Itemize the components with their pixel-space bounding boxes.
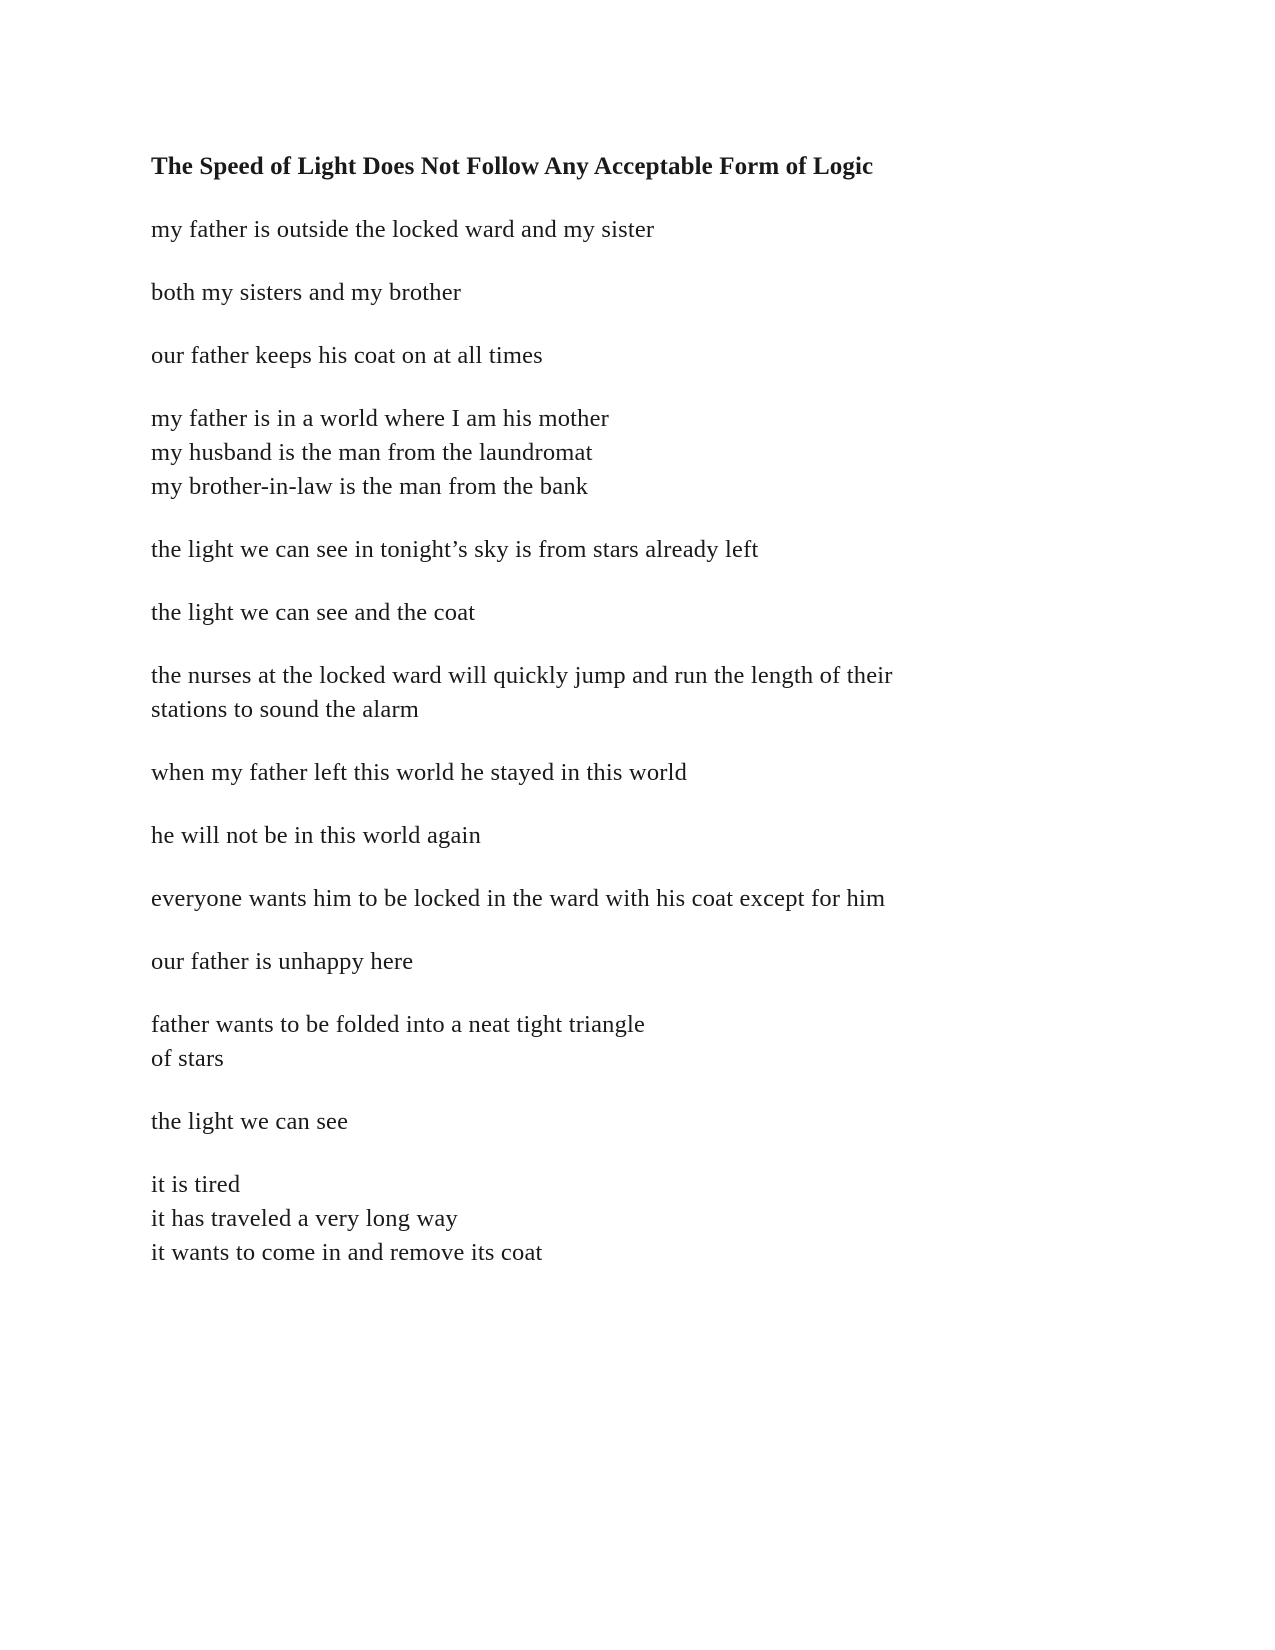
stanza <box>151 1168 1151 1270</box>
stanza <box>151 659 1151 727</box>
poem-line: my father is in a world where I am his mother <box>151 405 610 432</box>
stanza <box>151 402 1151 504</box>
stanza <box>151 276 1151 310</box>
poem-line: the nurses at the locked ward will quickly jump and run the length of their <box>151 662 893 689</box>
stanza <box>151 1008 1151 1076</box>
poem-body <box>151 213 1151 1270</box>
poem-line: it has traveled a very long way <box>151 1205 458 1232</box>
poem-line: it is tired <box>151 1171 241 1198</box>
poem-line: my father is outside the locked ward and my sister <box>151 216 655 243</box>
poem-line: everyone wants him to be locked in the ward with his coat except for him <box>151 885 886 912</box>
stanza <box>151 596 1151 630</box>
stanza <box>151 819 1151 853</box>
stanza <box>151 945 1151 979</box>
poem <box>151 150 1151 1270</box>
poem-line: the light we can see <box>151 1108 349 1135</box>
stanza <box>151 882 1151 916</box>
poem-line: my brother-in-law is the man from the bank <box>151 473 589 500</box>
poem-line: our father is unhappy here <box>151 948 414 975</box>
poem-line: the light we can see and the coat <box>151 599 476 626</box>
poem-line: the light we can see in tonight’s sky is from stars already left <box>151 536 759 563</box>
stanza <box>151 339 1151 373</box>
poem-line: it wants to come in and remove its coat <box>151 1239 543 1266</box>
stanza <box>151 533 1151 567</box>
poem-line: our father keeps his coat on at all times <box>151 342 543 369</box>
poem-line: he will not be in this world again <box>151 822 482 849</box>
stanza <box>151 756 1151 790</box>
poem-line: my husband is the man from the laundromat <box>151 439 593 466</box>
poem-line: father wants to be folded into a neat tight triangle <box>151 1011 646 1038</box>
poem-line: of stars <box>151 1045 225 1072</box>
stanza <box>151 213 1151 247</box>
poem-title: The Speed of Light Does Not Follow Any Acceptable Form of Logic <box>151 153 874 180</box>
poem-line: both my sisters and my brother <box>151 279 462 306</box>
poem-line: stations to sound the alarm <box>151 696 420 723</box>
poem-line: when my father left this world he stayed in this world <box>151 759 688 786</box>
stanza <box>151 1105 1151 1139</box>
